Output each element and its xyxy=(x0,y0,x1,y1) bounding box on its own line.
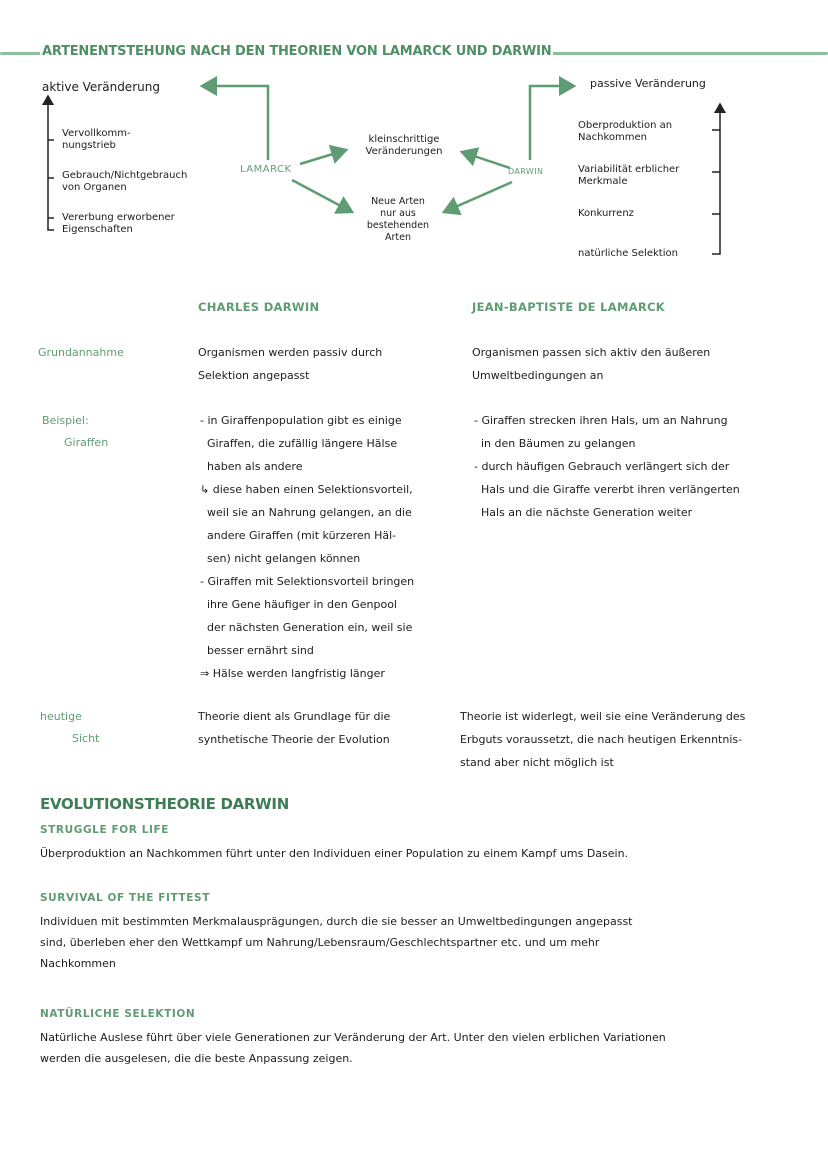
center-bottom-text: Neue Arten nur aus bestehenden Arten xyxy=(366,196,430,243)
darwin-arrows xyxy=(444,86,574,212)
lamarck-arrows xyxy=(202,86,352,212)
lamarck-grundannahme: Organismen passen sich aktiv den äußeren Umweltbedingungen an xyxy=(472,346,711,382)
struggle-title: STRUGGLE FOR LIFE xyxy=(40,824,170,836)
lamarck-beispiel: - Giraffen strecken ihren Hals, um an Nahrung in den Bäumen zu gelangen - durch häufigen Gebrauch verlängert sich der Hals und die Giraffe vererbt ihren verlängerten Hals an die nächste Generation weiter xyxy=(474,414,740,519)
struggle-text: Überproduktion an Nachkommen führt unter den Individuen einer Population zu einem Kampf ums Dasein. xyxy=(40,847,629,860)
row-label-heutige: heutige xyxy=(40,710,82,723)
darwin-heutige-sicht: Theorie dient als Grundlage für die synthetische Theorie der Evolution xyxy=(198,710,391,746)
lamarck-heutige-sicht: Theorie ist widerlegt, weil sie eine Veränderung des Erbguts voraussetzt, die nach heutigen Erkenntnis- stand aber nicht möglich ist xyxy=(460,710,746,769)
row-label-grundannahme: Grundannahme xyxy=(38,346,124,359)
darwin-beispiel: - in Giraffenpopulation gibt es einige Giraffen, die zufällig längere Hälse haben als andere ↳ diese haben einen Selektionsvorteil, weil sie an Nahrung gelangen, an die andere Giraffen (mit kürzeren Häl- sen) nicht gelangen können - Giraffen mit Selektionsvorteil bringen ihre Gene häufiger in den Genpool der nächsten Generation ein, weil sie besser ernährt sind ⇒ Hälse werden langfristig länger xyxy=(200,414,415,680)
left-item-3: Vererbung erworbener Eigenschaften xyxy=(62,212,175,235)
evolution-title: EVOLUTIONSTHEORIE DARWIN xyxy=(40,795,289,813)
left-item-1: Vervollkomm- nungstrieb xyxy=(62,128,131,151)
row-label-beispiel: Beispiel: xyxy=(42,414,89,427)
darwin-label: DARWIN xyxy=(508,167,544,176)
col-head-lamarck: JEAN-BAPTISTE DE LAMARCK xyxy=(472,300,666,314)
page-title: ARTENENTSTEHUNG NACH DEN THEORIEN VON LAMARCK UND DARWIN xyxy=(42,44,552,59)
survival-title: SURVIVAL OF THE FITTEST xyxy=(40,892,210,904)
right-item-4: natürliche Selektion xyxy=(578,248,678,259)
right-item-1: Oberproduktion an Nachkommen xyxy=(578,120,673,143)
col-head-darwin: CHARLES DARWIN xyxy=(198,300,320,314)
survival-text: Individuen mit bestimmten Merkmalausprägungen, durch die sie besser an Umweltbedingungen angepasst sind, überleben eher den Wettkampf um Nahrung/Lebensraum/Geschlechtspartner etc. und um mehr Nachkommen xyxy=(40,915,633,970)
lamarck-label: LAMARCK xyxy=(240,164,292,175)
row-label-giraffen: Giraffen xyxy=(64,436,109,449)
center-top-text: kleinschrittige Veränderungen xyxy=(365,134,443,157)
right-bracket xyxy=(712,104,720,254)
right-item-3: Konkurrenz xyxy=(578,208,634,219)
left-bracket xyxy=(48,96,54,230)
right-heading: passive Veränderung xyxy=(590,77,706,90)
selektion-text: Natürliche Auslese führt über viele Generationen zur Veränderung der Art. Unter den vielen erblichen Variationen werden die ausgelesen, die die beste Anpassung zeigen. xyxy=(40,1031,666,1065)
selektion-title: NATÜRLICHE SELEKTION xyxy=(40,1008,196,1020)
left-heading: aktive Veränderung xyxy=(42,80,160,94)
left-item-2: Gebrauch/Nichtgebrauch von Organen xyxy=(62,170,188,193)
row-label-sicht: Sicht xyxy=(72,732,100,745)
right-item-2: Variabilität erblicher Merkmale xyxy=(578,164,680,187)
darwin-grundannahme: Organismen werden passiv durch Selektion angepasst xyxy=(198,346,383,382)
